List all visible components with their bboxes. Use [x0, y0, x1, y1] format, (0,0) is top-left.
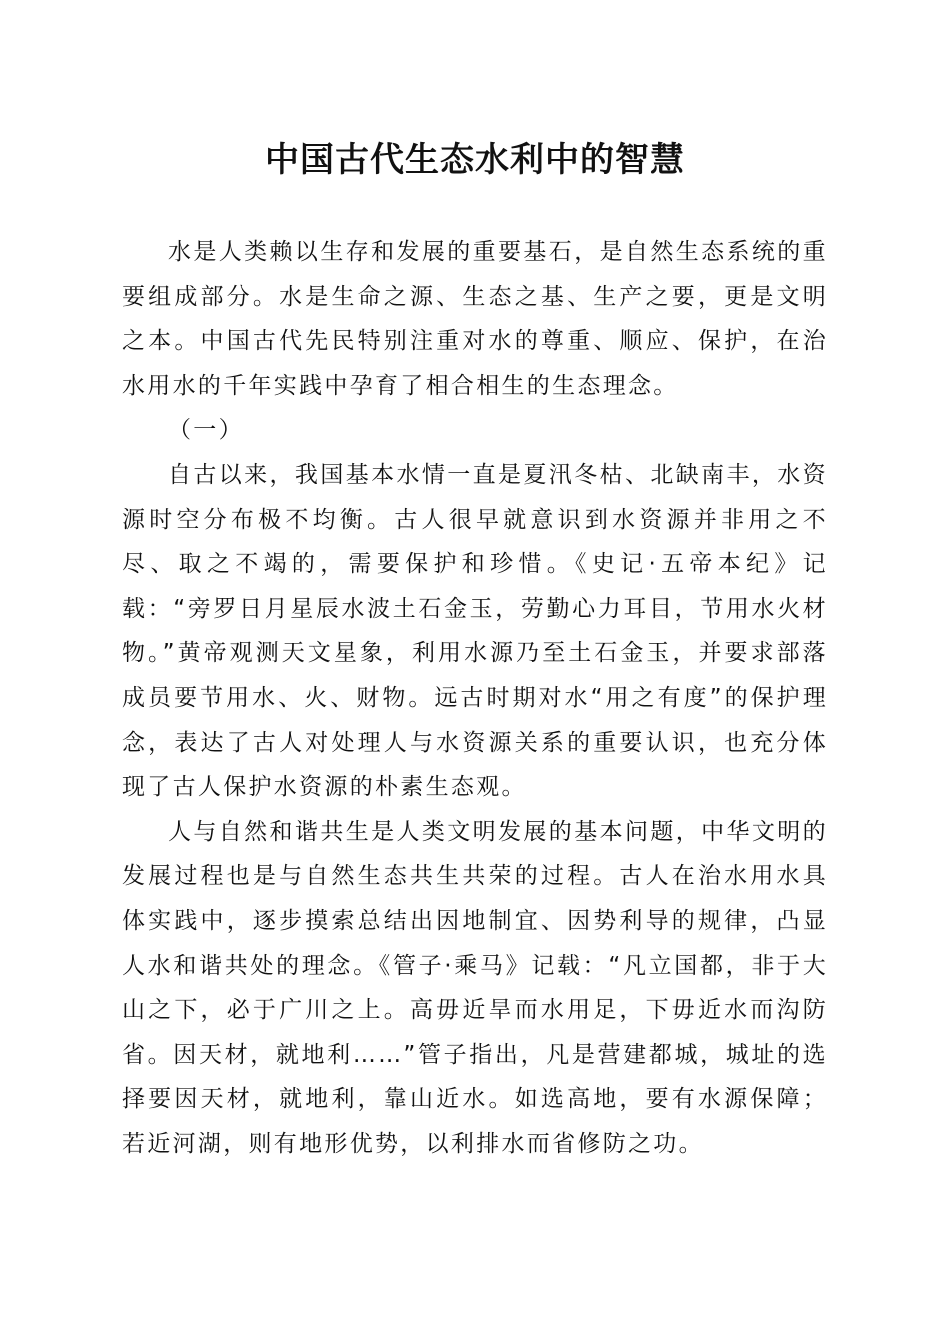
paragraph-harmony: 人与自然和谐共生是人类文明发展的基本问题，中华文明的发展过程也是与自然生态共生共荣的过程。古人在治水用水具体实践中，逐步摸索总结出因地制宜、因势利导的规律，凸显人水和谐共处的理念。《管子·乘马》记载：“凡立国都，非于大山之下，必于广川之上。高毋近旱而水用足，下毋近水而沟防省。因天材，就地利……”管子指出，凡是营建都城，城址的选择要因天材，就地利，靠山近水。如选高地，要有水源保障；若近河湖，则有地形优势，以利排水而省修防之功。: [122, 818, 828, 1157]
section-heading-1: （一）: [168, 417, 244, 444]
document-body: [122, 230, 828, 1166]
document-title: 中国古代生态水利中的智慧: [265, 140, 685, 180]
paragraph-water-conservation: 自古以来，我国基本水情一直是夏汛冬枯、北缺南丰，水资源时空分布极不均衡。古人很早就意识到水资源并非用之不尽、取之不竭的，需要保护和珍惜。《史记·五帝本纪》记载：“旁罗日月星辰水波土石金玉，劳勤心力耳目，节用水火材物。”黄帝观测天文星象，利用水源乃至土石金玉，并要求部落成员要节用水、火、财物。远古时期对水“用之有度”的保护理念，表达了古人对处理人与水资源关系的重要认识，也充分体现了古人保护水资源的朴素生态观。: [122, 461, 828, 801]
paragraph-intro: 水是人类赖以生存和发展的重要基石，是自然生态系统的重要组成部分。水是生命之源、生态之基、生产之要，更是文明之本。中国古代先民特别注重对水的尊重、顺应、保护，在治水用水的千年实践中孕育了相合相生的生态理念。: [122, 239, 828, 399]
